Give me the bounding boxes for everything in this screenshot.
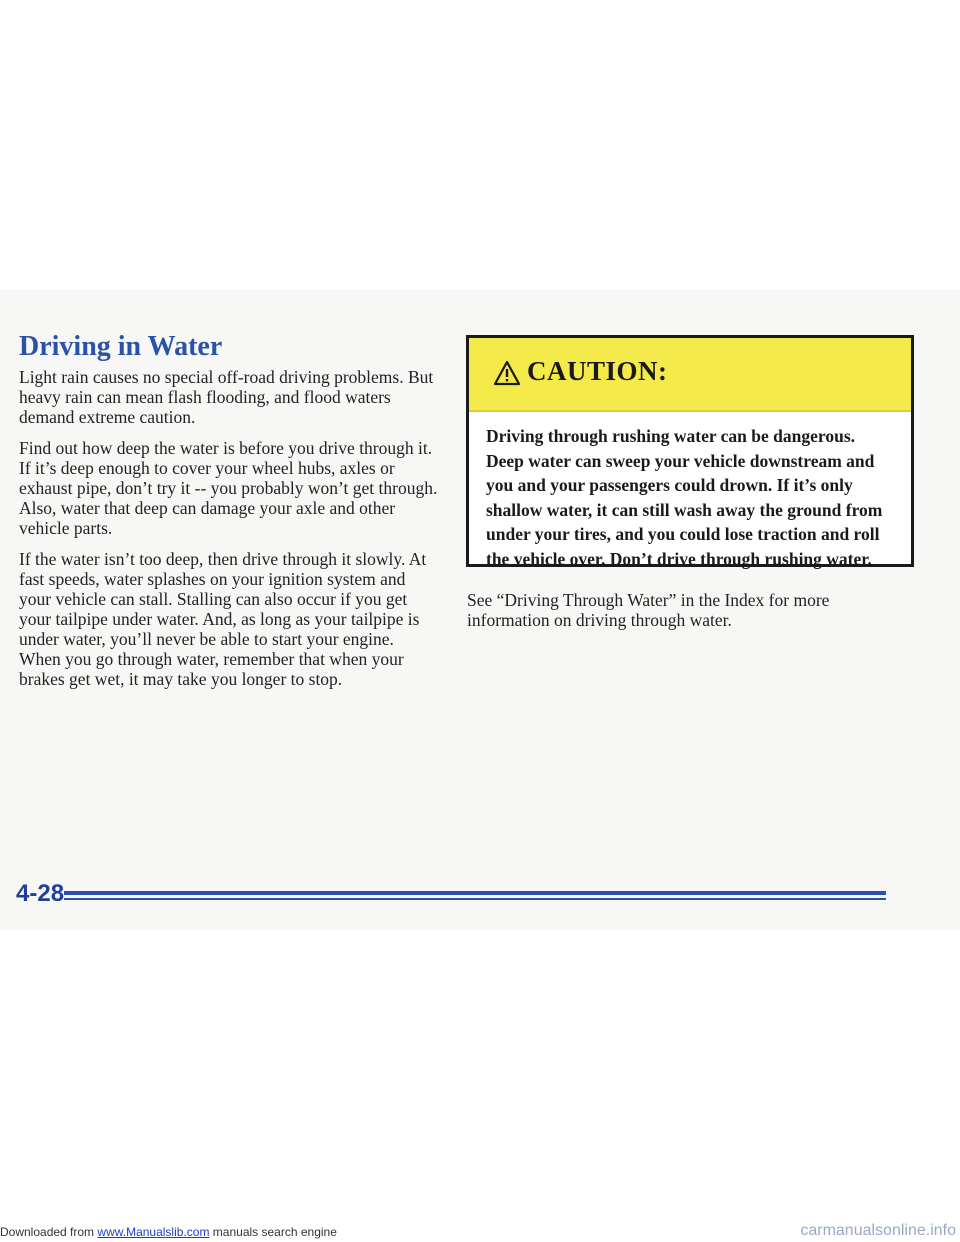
warning-triangle-icon [493,360,521,386]
source-prefix: Downloaded from [0,1225,95,1239]
source-credit [0,1225,337,1239]
see-also-text: See “Driving Through Water” in the Index for more information on driving through water. [467,590,830,630]
paragraph-light-rain: Light rain causes no special off-road driving problems. But heavy rain can mean flash flooding, and flood waters demand extreme caution. [19,367,434,427]
watermark-text: carmanualsonline.info [800,1222,956,1239]
source-bar [0,1222,960,1242]
source-suffix: manuals search engine [212,1225,337,1239]
paragraph-drive-slowly: If the water isn’t too deep, then drive through it slowly. At fast speeds, water splashes on your ignition system and your vehicle can stall. Stalling can also occur if you get your tailpipe under water. And, as long as your tailpipe is under water, you’ll never be able to start your engine. When you go through water, remember that when your brakes get wet, it may take you longer to stop. [19,549,427,689]
manualslib-link[interactable]: www.Manualslib.com [97,1225,210,1239]
footer-rule-thin [64,898,886,900]
page-number: 4-28 [16,880,65,907]
caution-header [469,338,911,412]
section-heading: Driving in Water [19,331,223,362]
caution-box [466,335,914,567]
paragraph-water-depth: Find out how deep the water is before you drive through it. If it’s deep enough to cover your wheel hubs, axles or exhaust pipe, don’t try it -- you probably won’t get through. Also, water that deep can damage your axle and other vehicle parts. [19,438,438,538]
footer-rule [64,891,886,895]
caution-title: CAUTION: [527,356,668,386]
left-column [19,367,439,700]
caution-text: Driving through rushing water can be dangerous. Deep water can sweep your vehicle downstream and you and your passengers could drown. If it’s only shallow water, it can still wash away the ground from under your tires, and you could lose traction and roll the vehicle over. Don’t drive through rushing water. [486,426,883,569]
